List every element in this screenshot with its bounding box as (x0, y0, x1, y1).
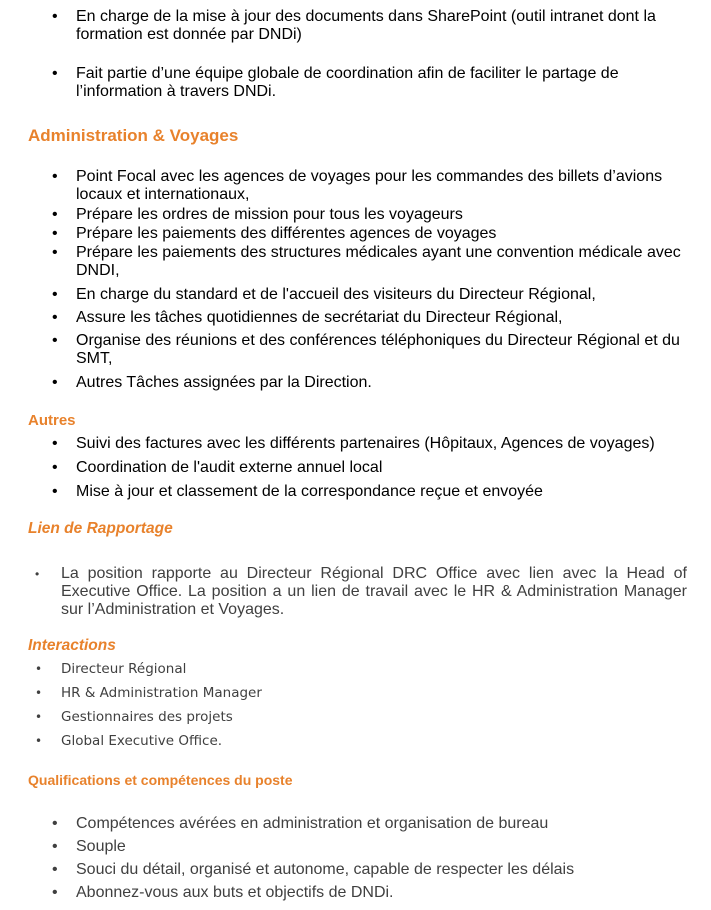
bullet-icon: • (52, 374, 58, 391)
bullet-icon: • (35, 686, 43, 700)
bullet-icon: • (35, 662, 43, 676)
list-item: • Assure les tâches quotidiennes de secrétariat du Directeur Régional, (52, 309, 563, 326)
list-item: • Abonnez-vous aux buts et objectifs de DNDi. (52, 884, 394, 901)
list-item: • En charge de la mise à jour des documents dans SharePoint (outil intranet dont la formation est donnée par DNDi) (52, 8, 656, 43)
list-item: • Organise des réunions et des conférences téléphoniques du Directeur Régional et du SMT, (52, 332, 680, 367)
bullet-icon: • (52, 815, 58, 832)
bullet-icon: • (52, 309, 58, 326)
section-heading-rapportage: Lien de Rapportage (28, 520, 173, 537)
section-heading-qualifications: Qualifications et compétences du poste (28, 772, 293, 788)
bullet-icon: • (52, 244, 58, 261)
section-heading-admin: Administration & Voyages (28, 126, 239, 145)
list-item: • HR & Administration Manager (35, 685, 262, 701)
bullet-icon: • (52, 286, 58, 303)
list-item: • Fait partie d’une équipe globale de coordination afin de faciliter le partage de l’information à travers DNDi. (52, 65, 619, 100)
list-item: • Suivi des factures avec les différents partenaires (Hôpitaux, Agences de voyages) (52, 435, 655, 452)
bullet-icon: • (52, 8, 58, 25)
list-item: • Prépare les ordres de mission pour tous les voyageurs (52, 206, 463, 223)
list-item: • En charge du standard et de l'accueil des visiteurs du Directeur Régional, (52, 286, 596, 303)
list-item: • Compétences avérées en administration et organisation de bureau (52, 815, 549, 832)
bullet-icon: • (52, 483, 58, 500)
list-item: • Global Executive Office. (35, 733, 223, 749)
list-item: • Souple (52, 838, 126, 855)
list-item: • Point Focal avec les agences de voyages pour les commandes des billets d’avions locaux et internationaux, (52, 168, 663, 203)
bullet-icon: • (35, 734, 43, 748)
list-item: • Souci du détail, organisé et autonome, capable de respecter les délais (52, 861, 575, 878)
bullet-icon: • (52, 225, 58, 242)
bullet-icon: • (52, 168, 58, 185)
bullet-icon: • (52, 884, 58, 901)
bullet-icon: • (52, 65, 58, 82)
rapportage-paragraph: • La position rapporte au Directeur Régional DRC Office avec lien avec la Head of Executive Office. La position a un lien de travail avec le HR & Administration Manager sur l’Administration et Voyages. (35, 565, 687, 618)
list-item: • Prépare les paiements des différentes agences de voyages (52, 225, 497, 242)
list-item: • Autres Tâches assignées par la Direction. (52, 374, 372, 391)
bullet-icon: • (52, 435, 58, 452)
bullet-icon: • (35, 567, 40, 581)
section-heading-interactions: Interactions (28, 637, 116, 654)
bullet-icon: • (52, 838, 58, 855)
list-item: • Mise à jour et classement de la correspondance reçue et envoyée (52, 483, 543, 500)
section-heading-autres: Autres (28, 412, 76, 429)
bullet-icon: • (52, 206, 58, 223)
bullet-icon: • (52, 459, 58, 476)
list-item: • Prépare les paiements des structures médicales ayant une convention médicale avec DNDI, (52, 244, 681, 279)
bullet-icon: • (52, 332, 58, 349)
list-item: • Directeur Régional (35, 661, 187, 677)
list-item: • Coordination de l'audit externe annuel local (52, 459, 383, 476)
bullet-icon: • (35, 710, 43, 724)
bullet-icon: • (52, 861, 58, 878)
interactions-list (0, 660, 711, 756)
list-item: • Gestionnaires des projets (35, 709, 233, 725)
